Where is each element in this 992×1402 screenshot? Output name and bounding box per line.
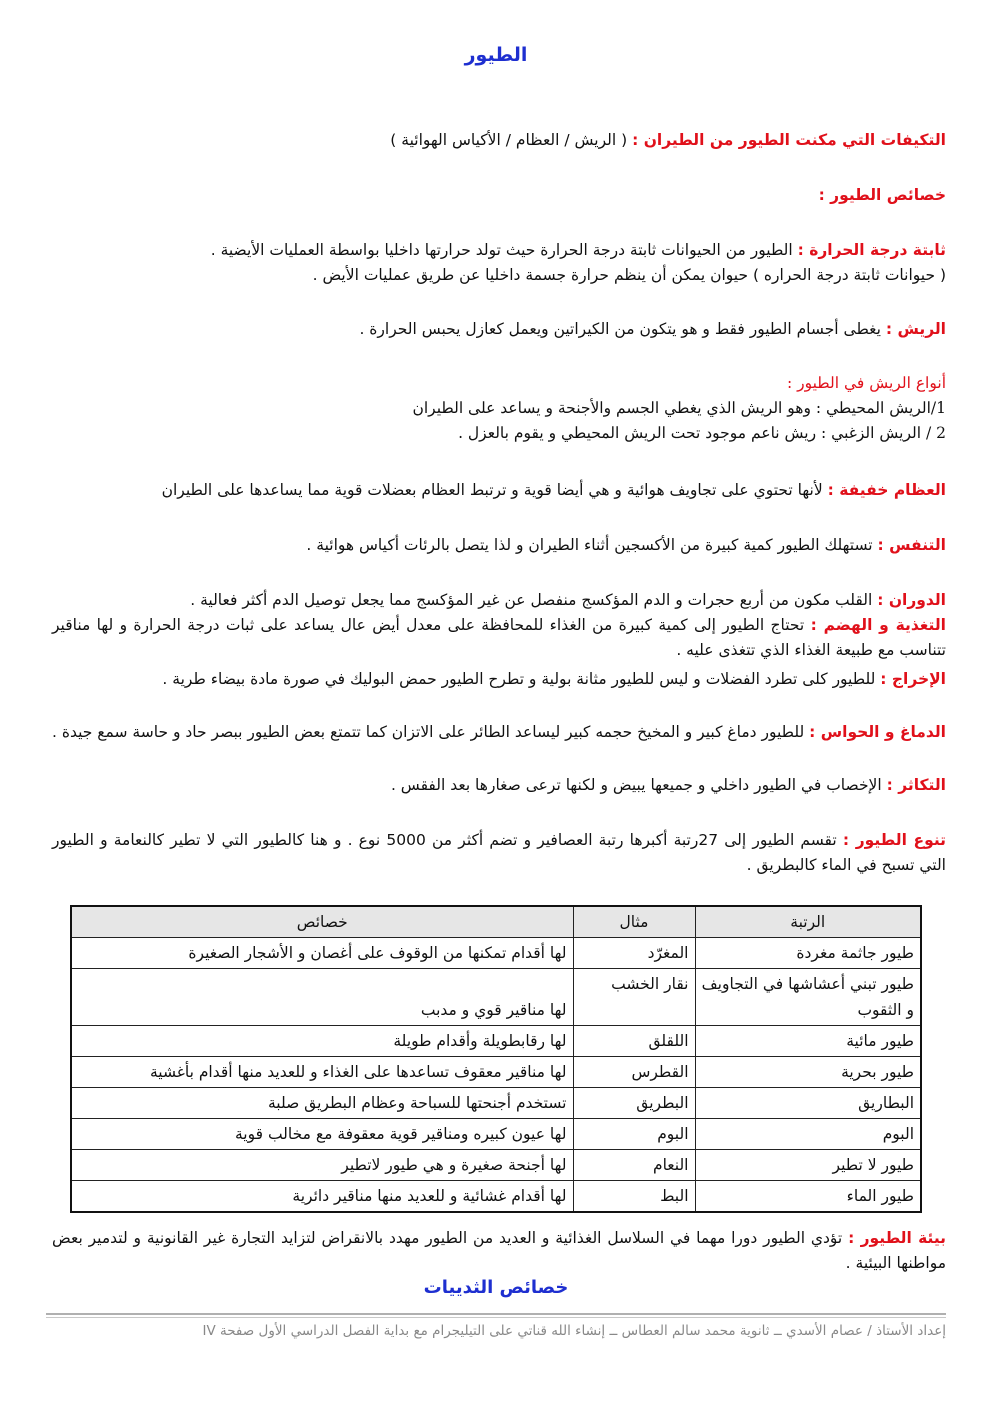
feathers-paragraph [52, 317, 946, 342]
mammals-heading: خصائص الثدييات [423, 1277, 569, 1298]
footer-divider-thin [46, 1317, 946, 1318]
environment-text: تؤدي الطيور دورا مهما في السلاسل الغذائية و العديد من الطيور مهدد بالانقراض لتزايد التجارة غير القانونية و لتدمير بعض مواطنها البيئية . [52, 1229, 946, 1272]
features-cell: لها أقدام تمكنها من الوقوف على أغصان و الأشجار الصغيرة [71, 938, 573, 969]
header-features: خصائص [71, 906, 573, 938]
features-cell: لها مناقير معقوف تساعدها على الغذاء و للعديد منها أقدام بأغشية [71, 1057, 573, 1088]
features-cell: لها أقدام غشائية و للعديد منها مناقير دائرية [71, 1181, 573, 1213]
warm-label: ثابتة درجة الحرارة : [797, 241, 946, 259]
feather-types-block [52, 371, 946, 446]
order-cell: طيور لا تطير [695, 1150, 921, 1181]
table-row [71, 1026, 921, 1057]
table-row [71, 1150, 921, 1181]
breathing-paragraph [52, 533, 946, 558]
features-heading: خصائص الطيور : [818, 186, 946, 204]
features-cell: تستخدم أجنحتها للسباحة وعظام البطريق صلبة [71, 1088, 573, 1119]
bones-text: لأنها تحتوي على تجاويف هوائية و هي أيضا قوية و ترتبط العظام بعضلات قوية مما يساعدها على الطيران [161, 481, 823, 499]
environment-label: بيئة الطيور : [848, 1229, 946, 1247]
footer-divider [46, 1313, 946, 1315]
circulation-label: الدوران : [877, 591, 946, 609]
example-cell: نقار الخشب [573, 969, 695, 1026]
adaptations-label: التكيفات التي مكنت الطيور من الطيران : [632, 131, 946, 149]
table-row [71, 1181, 921, 1213]
bird-orders-table [70, 905, 922, 1213]
page-footer: إعداد الأستاذ / عصام الأسدي ــ ثانوية محمد سالم العطاس ــ إنشاء الله قناتي على التيليجرام مع بداية الفصل الدراسي الأول صفحة IV [202, 1323, 946, 1339]
feathers-label: الريش : [885, 320, 946, 338]
example-cell: اللقلق [573, 1026, 695, 1057]
features-heading-block [52, 183, 946, 208]
table-row [71, 938, 921, 969]
reproduction-text: الإخصاب في الطيور داخلي و جميعها يبيض و لكنها ترعى صغارها بعد الفقس . [390, 776, 882, 794]
example-cell: المغرّد [573, 938, 695, 969]
bones-paragraph [52, 478, 946, 503]
warm-blooded-paragraph [52, 238, 946, 288]
feeding-paragraph [52, 613, 946, 663]
feather-type-2: 2 / الريش الزغبي : ريش ناعم موجود تحت الريش المحيطي و يقوم بالعزل . [458, 424, 946, 442]
example-cell: القطرس [573, 1057, 695, 1088]
feeding-text: تحتاج الطيور إلى كمية كبيرة من الغذاء للمحافظة على معدل أيض عال يساعد على ثبات درجة الحرارة و لها مناقير تتناسب مع طبيعة الغذاء الذي تتغذى عليه . [52, 616, 946, 659]
circulation-text: القلب مكون من أربع حجرات و الدم المؤكسج منفصل عن غير المؤكسج مما يجعل توصيل الدم أكثر فعالية . [190, 591, 873, 609]
order-cell: البوم [695, 1119, 921, 1150]
features-cell: لها مناقير قوي و مدبب [71, 969, 573, 1026]
table-row [71, 1057, 921, 1088]
excretion-paragraph [52, 667, 946, 692]
order-cell: طيور الماء [695, 1181, 921, 1213]
features-cell: لها أجنحة صغيرة و هي طيور لاتطير [71, 1150, 573, 1181]
environment-paragraph [52, 1226, 946, 1276]
order-cell: طيور مائية [695, 1026, 921, 1057]
header-example: مثال [573, 906, 695, 938]
adaptations-paragraph [52, 128, 946, 153]
features-cell: لها رقابطويلة وأقدام طويلة [71, 1026, 573, 1057]
example-cell: البطريق [573, 1088, 695, 1119]
warm-text-1: الطيور من الحيوانات ثابتة درجة الحرارة حيث تولد حرارتها داخليا بواسطة العمليات الأيضية . [210, 241, 793, 259]
table-row [71, 1088, 921, 1119]
header-order: الرتبة [695, 906, 921, 938]
order-cell: طيور جاثمة مغردة [695, 938, 921, 969]
brain-paragraph [52, 720, 946, 745]
features-cell: لها عيون كبيره ومناقير قوية معقوفة مع مخالب قوية [71, 1119, 573, 1150]
feather-types-heading: أنواع الريش في الطيور : [786, 374, 946, 392]
excretion-label: الإخراج : [880, 670, 946, 688]
order-cell: طيور تبني أعشاشها في التجاويف و الثقوب [695, 969, 921, 1026]
warm-text-2: ( حيوانات ثابتة درجة الحراره ) حيوان يمكن أن ينظم حرارة جسمة داخليا عن طريق عمليات الأيض . [312, 266, 946, 284]
diversity-label: تنوع الطيور : [842, 831, 946, 849]
order-cell: البطاريق [695, 1088, 921, 1119]
bones-label: العظام خفيفة : [827, 481, 946, 499]
table-row [71, 969, 921, 1026]
circulation-paragraph [52, 588, 946, 613]
excretion-text: للطيور كلى تطرد الفضلات و ليس للطيور مثانة بولية و تطرح الطيور حمض البوليك في صورة مادة بيضاء طرية . [162, 670, 876, 688]
reproduction-label: التكاثر : [886, 776, 946, 794]
page-title: الطيور [464, 44, 528, 66]
breathing-label: التنفس : [877, 536, 946, 554]
warm-line-1 [52, 238, 946, 263]
table-row [71, 1119, 921, 1150]
brain-label: الدماغ و الحواس : [809, 723, 946, 741]
breathing-text: تستهلك الطيور كمية كبيرة من الأكسجين أثناء الطيران و لذا يتصل بالرئات أكياس هوائية . [306, 536, 873, 554]
table-header-row [71, 906, 921, 938]
feathers-text: يغطى أجسام الطيور فقط و هو يتكون من الكيراتين ويعمل كعازل يحبس الحرارة . [359, 320, 881, 338]
adaptations-text: ( الريش / العظام / الأكياس الهوائية ) [390, 131, 628, 149]
example-cell: البوم [573, 1119, 695, 1150]
feather-type-1: 1/الريش المحيطي : وهو الريش الذي يغطي الجسم والأجنحة و يساعد على الطيران [412, 399, 946, 417]
example-cell: البط [573, 1181, 695, 1213]
order-cell: طيور بحرية [695, 1057, 921, 1088]
diversity-paragraph [52, 828, 946, 878]
diversity-text: تقسم الطيور إلى 27رتبة أكبرها رتبة العصافير و تضم أكثر من 5000 نوع . و هنا كالطيور التي لا تطير كالنعامة و الطيور التي تسبح في الماء كالبطريق . [52, 831, 946, 874]
example-cell: النعام [573, 1150, 695, 1181]
brain-text: للطيور دماغ كبير و المخيخ حجمه كبير ليساعد الطائر على الاتزان كما تتمتع بعض الطيور ببصر حاد و حاسة سمع جيدة . [52, 723, 805, 741]
feeding-label: التغذية و الهضم : [810, 616, 946, 634]
reproduction-paragraph [52, 773, 946, 798]
